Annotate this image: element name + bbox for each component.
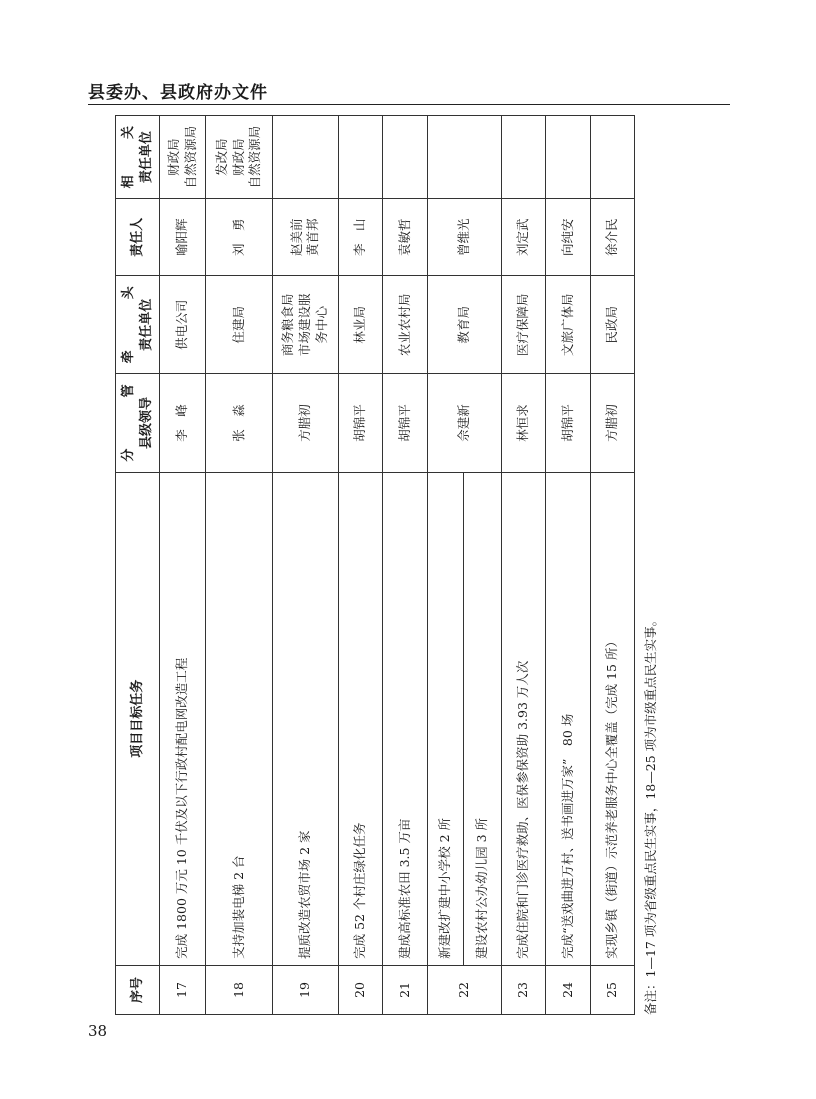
cell-leader: 胡锦平	[546, 374, 590, 472]
cell-lead-unit: 农业农村局	[383, 276, 427, 374]
cell-related	[160, 116, 206, 199]
cell-related	[502, 116, 546, 199]
header-leader-line1: 分 管	[120, 384, 136, 462]
cell-lead-unit: 林业局	[339, 276, 383, 374]
rotated-table-block	[115, 115, 675, 1015]
cell-task: 提质改造农贸市场 2 家	[272, 472, 338, 965]
related-unit: 财政局	[230, 138, 246, 176]
header-lead-unit-line1: 牵 头	[120, 286, 136, 364]
table-row	[272, 116, 338, 1015]
cell-task: 完成住院和门诊医疗救助、医保参保资助 3.93 万人次	[502, 472, 546, 965]
cell-person: 刘定武	[502, 199, 546, 276]
cell-related	[339, 116, 383, 199]
cell-task: 实现乡镇（街道）示范养老服务中心全覆盖（完成 15 所）	[590, 472, 634, 965]
related-unit: 自然资源局	[247, 125, 263, 189]
related-unit: 自然资源局	[182, 125, 198, 189]
cell-person: 袁敏哲	[383, 199, 427, 276]
cell-related	[546, 116, 590, 199]
cell-seq: 25	[590, 965, 634, 1014]
table-row	[160, 116, 206, 1015]
cell-seq: 23	[502, 965, 546, 1014]
cell-task: 完成“送戏曲进万村、送书画进万家” 80 场	[546, 472, 590, 965]
header-related	[116, 116, 160, 199]
person-name: 赵美前	[288, 218, 304, 257]
cell-leader: 李 峰	[160, 374, 206, 472]
table-row	[590, 116, 634, 1015]
cell-seq: 19	[272, 965, 338, 1014]
header-seq: 序号	[116, 965, 160, 1014]
cell-related	[272, 116, 338, 199]
page-number: 38	[88, 1022, 108, 1040]
header-person: 责任人	[116, 199, 160, 276]
cell-lead-unit	[272, 276, 338, 374]
cell-task-secondary: 建设农村公办幼儿园 3 所	[463, 472, 501, 965]
cell-seq: 20	[339, 965, 383, 1014]
cell-lead-unit: 医疗保障局	[502, 276, 546, 374]
cell-seq: 22	[427, 965, 501, 1014]
cell-leader: 佘建新	[427, 374, 501, 472]
cell-person: 徐介民	[590, 199, 634, 276]
cell-person: 喻阳辉	[160, 199, 206, 276]
cell-leader: 张 淼	[206, 374, 272, 472]
related-unit: 财政局	[165, 138, 181, 176]
cell-person: 刘 勇	[206, 199, 272, 276]
cell-task: 新建改扩建中小学校 2 所	[427, 472, 463, 965]
cell-related	[590, 116, 634, 199]
header-leader	[116, 374, 160, 472]
livelihood-projects-table	[115, 115, 635, 1015]
cell-leader: 方腊初	[272, 374, 338, 472]
header-related-line1: 相 关	[120, 126, 136, 189]
cell-lead-unit: 民政局	[590, 276, 634, 374]
related-unit: 发改局	[213, 138, 229, 176]
cell-person: 向纯安	[546, 199, 590, 276]
cell-lead-unit: 文旅广体局	[546, 276, 590, 374]
lead-unit-line: 商务粮食局	[280, 293, 296, 357]
table-row	[206, 116, 272, 1015]
page-header-title: 县委办、县政府办文件	[88, 83, 268, 103]
header-lead-unit-line2: 责任单位	[138, 298, 154, 351]
cell-lead-unit: 供电公司	[160, 276, 206, 374]
table-header-row	[116, 116, 160, 1015]
cell-related	[383, 116, 427, 199]
cell-leader: 方腊初	[590, 374, 634, 472]
header-lead-unit	[116, 276, 160, 374]
cell-task: 完成 1800 万元 10 千伏及以下行政村配电网改造工程	[160, 472, 206, 965]
cell-leader: 林恒求	[502, 374, 546, 472]
header-related-line2: 责任单位	[138, 131, 154, 184]
cell-lead-unit: 教育局	[427, 276, 501, 374]
cell-related	[206, 116, 272, 199]
cell-task: 建成高标准农田 3.5 万亩	[383, 472, 427, 965]
cell-leader: 胡锦平	[383, 374, 427, 472]
cell-seq: 21	[383, 965, 427, 1014]
header-leader-line2: 县级领导	[138, 397, 154, 450]
cell-person: 曾维光	[427, 199, 501, 276]
cell-task: 支持加装电梯 2 台	[206, 472, 272, 965]
lead-unit-line: 务中心	[313, 306, 329, 344]
cell-person: 李 山	[339, 199, 383, 276]
header-divider	[88, 104, 730, 105]
cell-person	[272, 199, 338, 276]
cell-leader: 胡锦平	[339, 374, 383, 472]
cell-seq: 17	[160, 965, 206, 1014]
table-row	[546, 116, 590, 1015]
cell-related	[427, 116, 501, 199]
table-row	[339, 116, 383, 1015]
person-name: 黄首邦	[305, 218, 321, 257]
cell-seq: 24	[546, 965, 590, 1014]
table-row	[427, 116, 463, 1015]
table-footnote: 备注：1—17 项为省级重点民生实事，18—25 项为市级重点民生实事。	[643, 613, 658, 1015]
cell-seq: 18	[206, 965, 272, 1014]
header-task: 项目目标任务	[116, 472, 160, 965]
table-row	[502, 116, 546, 1015]
lead-unit-line: 市场建设服	[296, 293, 312, 357]
cell-task: 完成 52 个村庄绿化任务	[339, 472, 383, 965]
table-row	[383, 116, 427, 1015]
cell-lead-unit: 住建局	[206, 276, 272, 374]
